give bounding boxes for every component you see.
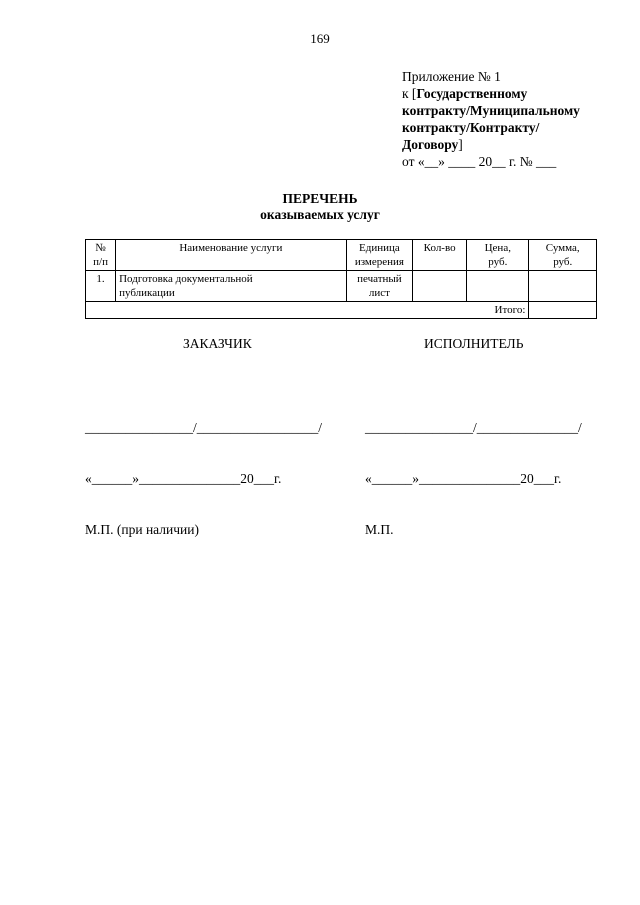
header-unit-line-2: измерения: [354, 256, 404, 268]
row-quantity: [413, 271, 467, 302]
table-header-row: [86, 240, 597, 271]
header-price-line-2: руб.: [488, 256, 508, 268]
table-row: [86, 271, 597, 302]
annex-line-5-suffix: ]: [458, 137, 463, 152]
customer-title: ЗАКАЗЧИК: [183, 336, 252, 351]
annex-line-3: [402, 102, 622, 119]
header-service-name: Наименование услуги: [116, 240, 347, 271]
annex-line-5: [402, 136, 622, 153]
header-unit-line-1: Единица: [359, 242, 400, 254]
title-line-1: ПЕРЕЧЕНЬ: [282, 191, 358, 206]
executor-date-line: «______»_______________20___г.: [365, 471, 562, 486]
header-sum: [529, 240, 597, 271]
annex-header: [402, 68, 622, 170]
header-sum-line-1: Сумма,: [545, 242, 580, 254]
row-service-name: [116, 271, 347, 302]
title-line-2: оказываемых услуг: [260, 207, 380, 222]
header-price-line-1: Цена,: [484, 242, 511, 254]
header-number-line-1: №: [95, 242, 106, 254]
header-quantity: Кол-во: [413, 240, 467, 271]
annex-line-4: [402, 119, 622, 136]
annex-line-5-bold: Договору: [402, 137, 459, 152]
total-value: [529, 302, 597, 319]
customer-signature-line: ________________/__________________/: [85, 420, 323, 435]
services-table: [85, 239, 597, 319]
executor-signature-line: ________________/_______________/: [365, 420, 582, 435]
row-number: 1.: [86, 271, 116, 302]
table-total-row: [86, 302, 597, 319]
row-unit-line-1: печатный: [357, 273, 402, 285]
customer-signature-block: [85, 385, 322, 555]
customer-date-line: «______»_______________20___г.: [85, 471, 282, 486]
annex-line-2: [402, 85, 622, 102]
annex-line-6: от «__» ____ 20__ г. № ___: [402, 154, 557, 169]
row-price: [467, 271, 529, 302]
header-price: [467, 240, 529, 271]
total-label: Итого:: [86, 302, 529, 319]
annex-line-3-bold: контракту/Муниципальному: [402, 103, 580, 118]
annex-line-2-bold: Государственному: [416, 86, 528, 101]
row-service-name-line-1: Подготовка документальной: [119, 273, 253, 285]
row-unit: [346, 271, 412, 302]
annex-line-2-prefix: к [: [402, 86, 417, 101]
header-sum-line-2: руб.: [553, 256, 573, 268]
executor-stamp-label: М.П.: [365, 522, 394, 537]
header-unit: [346, 240, 412, 271]
row-service-name-line-2: публикации: [119, 287, 175, 299]
row-sum: [529, 271, 597, 302]
header-number-line-2: п/п: [93, 256, 108, 268]
header-number: [86, 240, 116, 271]
executor-title: ИСПОЛНИТЕЛЬ: [424, 336, 524, 351]
page-number: 169: [310, 31, 330, 46]
customer-stamp-label: М.П. (при наличии): [85, 522, 199, 537]
annex-line-4-bold: контракту/Контракту/: [402, 120, 540, 135]
executor-signature-block: [365, 385, 582, 555]
annex-line-1: Приложение № 1: [402, 69, 501, 84]
row-unit-line-2: лист: [368, 287, 390, 299]
document-title: [0, 191, 640, 223]
